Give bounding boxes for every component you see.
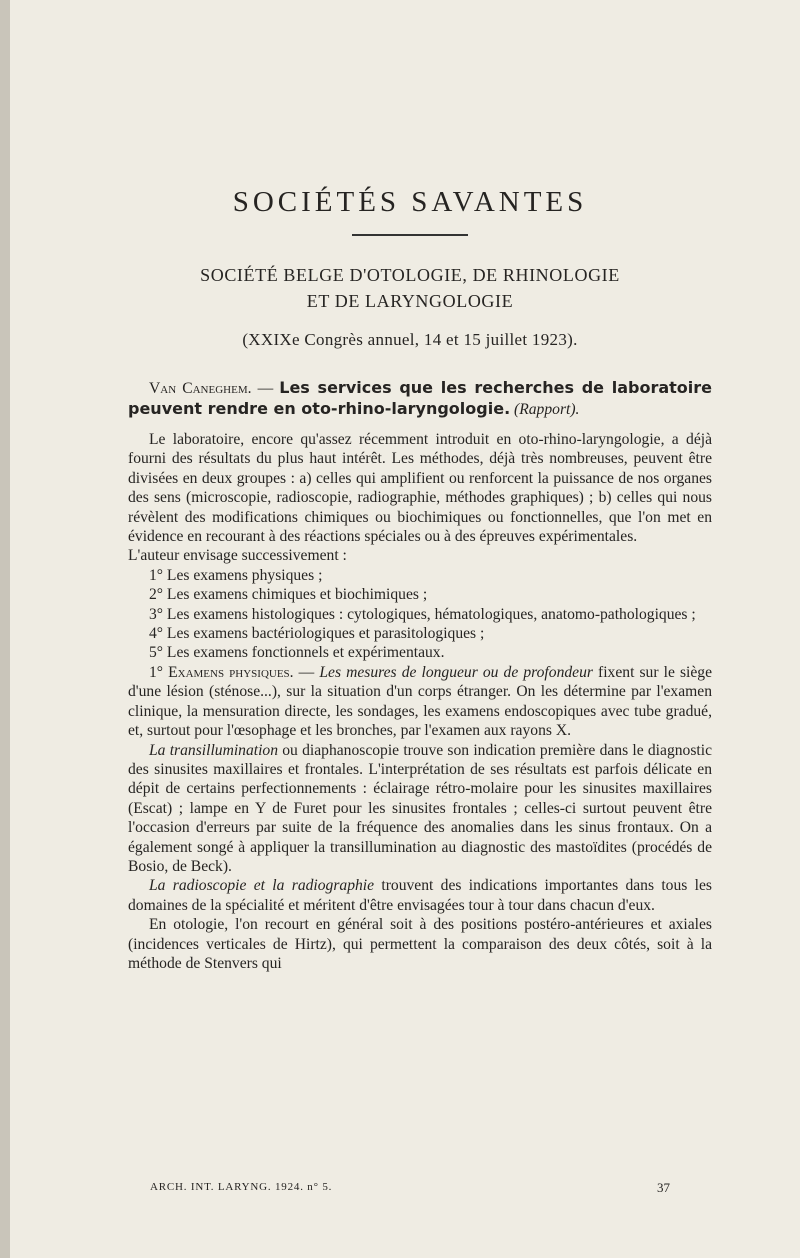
article-body bbox=[128, 378, 712, 973]
list-item-4: 4° Les examens bactériologiques et parasitologiques ; bbox=[149, 625, 485, 643]
page-footer bbox=[150, 1181, 670, 1193]
section-title: SOCIÉTÉS SAVANTES bbox=[232, 186, 588, 218]
paragraph-4 bbox=[128, 741, 712, 877]
page-number: 37 bbox=[657, 1180, 670, 1195]
article-author: Van Caneghem. bbox=[149, 380, 252, 397]
title-rule bbox=[352, 234, 468, 236]
journal-reference: ARCH. INT. LARYNG. 1924. n° 5. bbox=[150, 1181, 333, 1193]
list-item-2: 2° Les examens chimiques et biochimiques ; bbox=[149, 586, 428, 604]
list-item-1: 1° Les examens physiques ; bbox=[149, 566, 323, 584]
heading-dash: — bbox=[251, 380, 280, 397]
paragraph-5-italic: La radioscopie et la radiographie bbox=[149, 877, 375, 895]
paragraph-1: Le laboratoire, encore qu'assez récemment introduit en oto-rhino-laryngologie, a déjà fourni des résultats du plus haut intérêt. Les méthodes, déjà très nombreuses, peuvent être divisées en deux groupes : a) celles qui amplifient ou renforcent la puissance de nos organes des sens (microscopie, radioscopie, radiographie, méthodes graphiques) ; b) celles qui nous révèlent des modifications chimiques ou biochimiques ou fonctionnelles, que l'on met en évidence en recourant à des réactions spéciales ou à des épreuves expérimentales. bbox=[128, 431, 712, 546]
paragraph-2: L'auteur envisage successivement : bbox=[128, 547, 347, 565]
list-item-3: 3° Les examens histologiques : cytologiques, hématologiques, anatomo-pathologiques ; bbox=[149, 605, 696, 623]
subsection-label: 1° Examens physiques. bbox=[149, 663, 294, 681]
article-title: Les services que les recherches de laboratoire peuvent rendre en oto-rhino-laryngologie. bbox=[128, 378, 713, 418]
society-name bbox=[10, 262, 800, 314]
paragraph-3-text: fixent sur le siège d'une lésion (sténose...), sur la situation d'un corps étranger. On les détermine par l'examen clinique, la mensuration directe, les sondages, les examens endoscopiques avec tube gradué, et, surtout pour l'œsophage et les bronches, par l'examen aux rayons X. bbox=[128, 663, 712, 740]
article-heading bbox=[128, 378, 712, 420]
paragraph-5-text: trouvent des indications importantes dans tous les domaines de la spécialité et méritent d'être envisagées tour à tour dans chacun d'eux. bbox=[128, 877, 712, 914]
list-item-5: 5° Les examens fonctionnels et expérimentaux. bbox=[149, 644, 445, 662]
society-line-1: SOCIÉTÉ BELGE D'OTOLOGIE, DE RHINOLOGIE bbox=[200, 265, 620, 285]
paragraph-6: En otologie, l'on recourt en général soit à des positions postéro-antérieures et axiales (incidences verticales de Hirtz), qui permettent la comparaison des deux côtés, soit à la méthode de Stenvers qui bbox=[128, 916, 712, 972]
article-type: (Rapport). bbox=[514, 401, 580, 418]
society-line-2: ET DE LARYNGOLOGIE bbox=[306, 291, 514, 311]
paragraph-4-text: ou diaphanoscopie trouve son indication première dans le diagnostic des sinusites maxillaires et frontales. L'interprétation de ses résultats est parfois délicate en dépit de certains perfectionnements : éclairage rétro-molaire pour les sinusites maxillaires (Escat) ; lampe en Y de Furet pour les sinusites frontales ; celles-ci surtout peuvent être l'occasion d'erreurs par suite de la fréquence des anomalies dans les sinus frontaux. On a également songé à appliquer la transillumination au diagnostic des mastoïdites (procédés de Bosio, de Beck). bbox=[128, 741, 712, 875]
congress-info: (XXIXe Congrès annuel, 14 et 15 juillet 1923). bbox=[242, 330, 578, 349]
subsection-dash: — bbox=[293, 663, 320, 681]
paragraph-3 bbox=[128, 663, 712, 741]
paragraph-4-italic: La transillumination bbox=[149, 741, 279, 759]
paragraph-3-italic: Les mesures de longueur ou de profondeur bbox=[319, 663, 593, 681]
paragraph-5 bbox=[128, 876, 712, 915]
